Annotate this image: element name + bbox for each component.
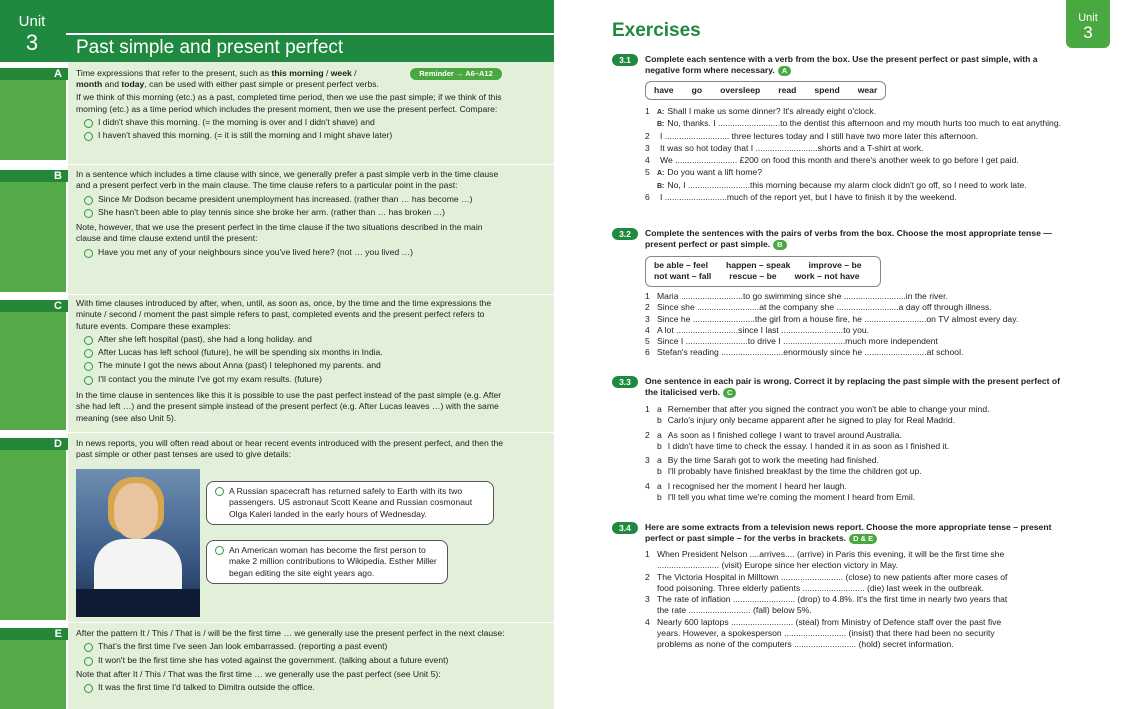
section-ref-badge[interactable]: B: [773, 240, 786, 250]
news-bubble-1: A Russian spacecraft has returned safely to Earth with its two passengers. US astronaut Scott Keane and Russian cosmonaut Olga Kaleri landed in the early hours of Wednesday.: [206, 481, 494, 525]
sentence-option[interactable]: I'll tell you what time we're coming the moment I heard from Emil.: [667, 492, 916, 503]
header-rule: [66, 33, 554, 35]
answer-blank[interactable]: .......................... (visit) Europe since her election victory in May.: [657, 560, 899, 571]
answer-blank[interactable]: It was so hot today that I ..........................shorts and a T-shirt at work.: [660, 142, 924, 153]
unit-tab: Unit 3: [1066, 0, 1110, 48]
answer-blank[interactable]: The Victoria Hospital in Milltown .......................... (close) to new patients after more cases of: [657, 571, 1008, 582]
sentence-option[interactable]: As soon as I finished college I want to travel around Australia.: [667, 429, 902, 440]
answer-blank[interactable]: Nearly 600 laptops .......................... (steal) from Ministry of Defence staff over the past five: [657, 616, 1002, 627]
exercise-number: 3.1: [612, 54, 638, 66]
answer-blank[interactable]: We .......................... £200 on food this month and there's another week to go before I get paid.: [660, 155, 1019, 166]
answer-blank[interactable]: Stefan's reading ..........................enormously since he ..........................at school.: [657, 347, 964, 358]
sentence-option[interactable]: I'll probably have finished breakfast by the time the children got up.: [667, 466, 922, 477]
answer-blank[interactable]: Since he ..........................the girl from a house fire, he ..........................on TV almost every day.: [657, 313, 1019, 324]
example: I haven't shaved this morning. (= it is still the morning and I might shave later): [76, 130, 506, 141]
rail-segment: [0, 68, 66, 160]
example: Since Mr Dodson became president unemployment has increased. (rather than … has become …): [76, 194, 506, 205]
news-presenter-photo: [76, 469, 200, 617]
exercise-instruction: Complete the sentences with the pairs of verbs from the box. Choose the most appropriate tense — present perfect or past simple. B: [645, 228, 1052, 250]
unit-badge: [0, 0, 64, 62]
divider: [68, 622, 554, 623]
reminder-link[interactable]: Reminder → A6–A12: [410, 68, 502, 80]
answer-blank[interactable]: Since I ..........................to drive I ..........................much more independent: [657, 336, 938, 347]
answer-blank[interactable]: problems as none of the computers .......................... (hold) secret information.: [657, 639, 954, 650]
exercises-title: Exercises: [612, 20, 701, 41]
verb-box: have go oversleep read spend wear: [645, 81, 886, 100]
answer-blank[interactable]: food poisoning. Three elderly patients .......................... (die) last week in the outbreak.: [657, 582, 985, 593]
section-label-b: B: [0, 170, 68, 182]
rail-segment: [0, 300, 66, 430]
answer-blank[interactable]: I ..........................much of the report yet, but I have to finish it by the weekend.: [660, 192, 957, 203]
news-bubble-2: An American woman has become the first person to make 2 million contributions to Wikipedia. Esther Miller began editing the site eight years ago.: [206, 540, 448, 584]
rail-segment: [0, 438, 66, 620]
example: It won't be the first time she has voted against the government. (talking about a future event): [76, 655, 506, 666]
exercise-3-2-items: 1 Maria ..........................to go swimming since she ..........................in the river. 2 Since she ..........................at the company she ..........................a day off through illness. 3 Since he ..........................the girl from a house fire, he ..........................on TV almost every day. 4 A lot ..........................since I last ..........................to you. 5 Since I ..........................to drive I ..........................much more independent 6 Stefan's reading ..........................enormously since he ..........................at school.: [645, 291, 1019, 358]
unit-number: 3: [25, 30, 39, 55]
unit-word: Unit: [18, 13, 46, 30]
sentence-option[interactable]: I didn't have time to check the essay. I handed it in as soon as I finished it.: [667, 440, 950, 451]
section-rail: [0, 0, 68, 709]
section-e: After the pattern It / This / That is / will be the first time … we generally use the present perfect in the next clause: That's the first time I've seen Jan look embarrassed. (reporting a past event) It won't be the first time she has voted against the government. (talking about a future event) Note that after It / This / That was the first time … we generally use the past perfect (see Unit 5): It was the first time I'd talked to Dimitra outside the office.: [76, 628, 505, 693]
answer-blank[interactable]: the rate .......................... (fall) below 5%.: [657, 605, 812, 616]
exercise-number: 3.4: [612, 522, 638, 534]
rail-segment: [0, 170, 66, 292]
section-b: In a sentence which includes a time clause with since, we generally prefer a past simple verb in the time clause and a present perfect verb in the main clause. The time clause refers to a particular point in the past: Since Mr Dodson became president unemployment has increased. (rather than … has become …) She hasn't been able to play tennis since she broke her arm. (rather than … has broken …) Note, however, that we use the present perfect in the time clause if the two situations described in the main clause and time clause extend until the present: Have you met any of your neighbours since you've lived here? (not … you lived …): [76, 169, 506, 260]
exercise-3-1-items: 1 A: Shall I make us some dinner? It's already eight o'clock. B: No, thanks. I ..........................to the dentist this afternoon and my mouth hurts too much to eat anything. 2 I ........................... three lectures today and I still have two more later this afternoon. 3 It was so hot today that I ..........................shorts and a T-shirt at work. 4 We .......................... £200 on food this month and there's another week to go before I get paid. 5 A: Do you want a lift home? B: No, I ..........................this morning because my alarm clock didn't go off, so I need to work late. 6 I ..........................much of the report yet, but I have to finish it by the weekend.: [645, 106, 1061, 203]
section-label-e: E: [0, 628, 68, 640]
exercise-3-3-items: 1 a Remember that after you signed the contract you won't be able to change your mind. b Carlo's injury only became apparent after he signed to play for Real Madrid. 2 a As soon as I finished college I want to travel around Australia. b I didn't have time to check the essay. I handed it in as soon as I finished it. 3 a By the time Sarah got to work the meeting had finished. b I'll probably have finished breakfast by the time the children got up. 4 a I recognised her the moment I heard her laugh. b I'll tell you what time we're coming the moment I heard from Emil.: [645, 404, 990, 503]
sentence-option[interactable]: By the time Sarah got to work the meeting had finished.: [667, 455, 879, 466]
rail-segment: [0, 628, 66, 709]
section-a-intro: Time expressions that refer to the present, such as this morning / week /: [76, 68, 357, 78]
exercise-instruction: One sentence in each pair is wrong. Correct it by replacing the past simple with the present perfect of the italicised verb. C: [645, 376, 1060, 398]
section-d: In news reports, you will often read about or hear recent events introduced with the present perfect, and then the past simple or other past tenses are used to give details:: [76, 438, 504, 460]
section-label-d: D: [0, 438, 68, 450]
example: That's the first time I've seen Jan look embarrassed. (reporting a past event): [76, 641, 506, 652]
example: The minute I got the news about Anna (past) I telephoned my parents. and: [76, 360, 506, 371]
exercise-instruction: Complete each sentence with a verb from the box. Use the present perfect or past simple, with a negative form where necessary. A: [645, 54, 1038, 76]
example: After she left hospital (past), she had a long holiday. and: [76, 334, 506, 345]
answer-blank[interactable]: years. However, a spokesperson .......................... (insist) that there had been no security: [657, 628, 995, 639]
section-ref-badge[interactable]: C: [723, 388, 736, 398]
example: I didn't shave this morning. (= the morning is over and I didn't shave) and: [76, 117, 506, 128]
divider: [68, 164, 554, 165]
section-label-c: C: [0, 300, 68, 312]
sentence-option[interactable]: Remember that after you signed the contract you won't be able to change your mind.: [667, 404, 990, 414]
unit-header: [0, 0, 554, 62]
answer-blank[interactable]: Since she ..........................at the company she ..........................a day off through illness.: [657, 302, 992, 313]
page-title: Past simple and present perfect: [76, 37, 344, 58]
answer-blank[interactable]: The rate of inflation .......................... (drop) to 4.8%. It's the first time in nearly two years that: [657, 594, 1008, 605]
section-a: month and today, can be used with either past simple or present perfect verbs. If we think of this morning (etc.) as a past, completed time period, then we use the past simple; if we think of this morning (etc.) as a time period which includes the present moment, then we use the present perfect. Compare: I didn't shave this morning. (= the morning is over and I didn't shave) and I haven't shaved this morning. (= it is still the morning and I might shave later): [76, 79, 506, 143]
exercise-number: 3.2: [612, 228, 638, 240]
answer-blank[interactable]: A lot ..........................since I last ..........................to you.: [657, 324, 870, 335]
section-c: With time clauses introduced by after, when, until, as soon as, once, by the time and the time expressions the minute / second / moment the past simple refers to past, completed events and the present perfect refers to future events. Compare these examples: After she left hospital (past), she had a long holiday. and After Lucas has left school (future), he will be spending six months in India. The minute I got the news about Anna (past) I telephoned my parents. and I'll contact you the minute I've got my exam results. (future) In the time clause in sentences like this it is possible to use the past perfect instead of the past simple (e.g. After she had left …) and the present simple instead of the present perfect (e.g. After Lucas leaves …) with the same meaning (see also Unit 5).: [76, 298, 506, 426]
example: Have you met any of your neighbours since you've lived here? (not … you lived …): [76, 247, 506, 258]
example: After Lucas has left school (future), he will be spending six months in India.: [76, 347, 506, 358]
section-label-a: A: [0, 68, 68, 80]
section-a-paragraph: If we think of this morning (etc.) as a past, completed time period, then we use the past simple; if we think of this morning (etc.) as a time period which includes the present moment, then we use the present perfect. Compare:: [76, 92, 502, 114]
answer-blank[interactable]: I ........................... three lectures today and I still have two more later this afternoon.: [660, 130, 979, 141]
section-ref-badge[interactable]: D & E: [849, 534, 877, 544]
section-ref-badge[interactable]: A: [778, 66, 791, 76]
divider: [68, 294, 554, 295]
left-page: [0, 0, 554, 709]
verb-pairs-box: be able – feel happen – speak improve – be not want – fall rescue – be work – not have: [645, 256, 881, 287]
answer-blank[interactable]: Maria ..........................to go swimming since she ..........................in the river.: [657, 291, 948, 301]
example: She hasn't been able to play tennis since she broke her arm. (rather than … has broken …): [76, 207, 506, 218]
sentence-option[interactable]: I recognised her the moment I heard her laugh.: [667, 480, 847, 491]
exercise-number: 3.3: [612, 376, 638, 388]
example: It was the first time I'd talked to Dimitra outside the office.: [76, 682, 506, 693]
answer-blank[interactable]: No, I ..........................this morning because my alarm clock didn't go off, so I need to work late.: [667, 179, 1027, 190]
exercise-instruction: Here are some extracts from a television news report. Choose the more appropriate tense – present perfect or past simple – for the verbs in brackets. D & E: [645, 522, 1052, 544]
answer-blank[interactable]: When President Nelson ....arrives.... (arrive) in Paris this evening, it will be the first time she: [657, 549, 1005, 559]
example: I'll contact you the minute I've got my exam results. (future): [76, 374, 506, 385]
sentence-option[interactable]: Carlo's injury only became apparent after he signed to play for Real Madrid.: [667, 415, 956, 426]
divider: [68, 432, 554, 433]
exercise-3-4-items: 1 When President Nelson ....arrives.... (arrive) in Paris this evening, it will be the first time she .......................... (visit) Europe since her election victory in May. 2 The Victoria Hospital in Milltown .......................... (close) to new patients after more cases of food poisoning. Three elderly patients .......................... (die) last week in the outbreak. 3 The rate of inflation .......................... (drop) to 4.8%. It's the first time in nearly two years that the rate .......................... (fall) below 5%. 4 Nearly 600 laptops .......................... (steal) from Ministry of Defence staff over the past five years. However, a spokesperson .......................... (insist) that there had been no security problems as none of the computers .......................... (hold) secret information.: [645, 549, 1008, 650]
answer-blank[interactable]: No, thanks. I ..........................to the dentist this afternoon and my mouth hurts too much to eat anything.: [667, 118, 1061, 129]
